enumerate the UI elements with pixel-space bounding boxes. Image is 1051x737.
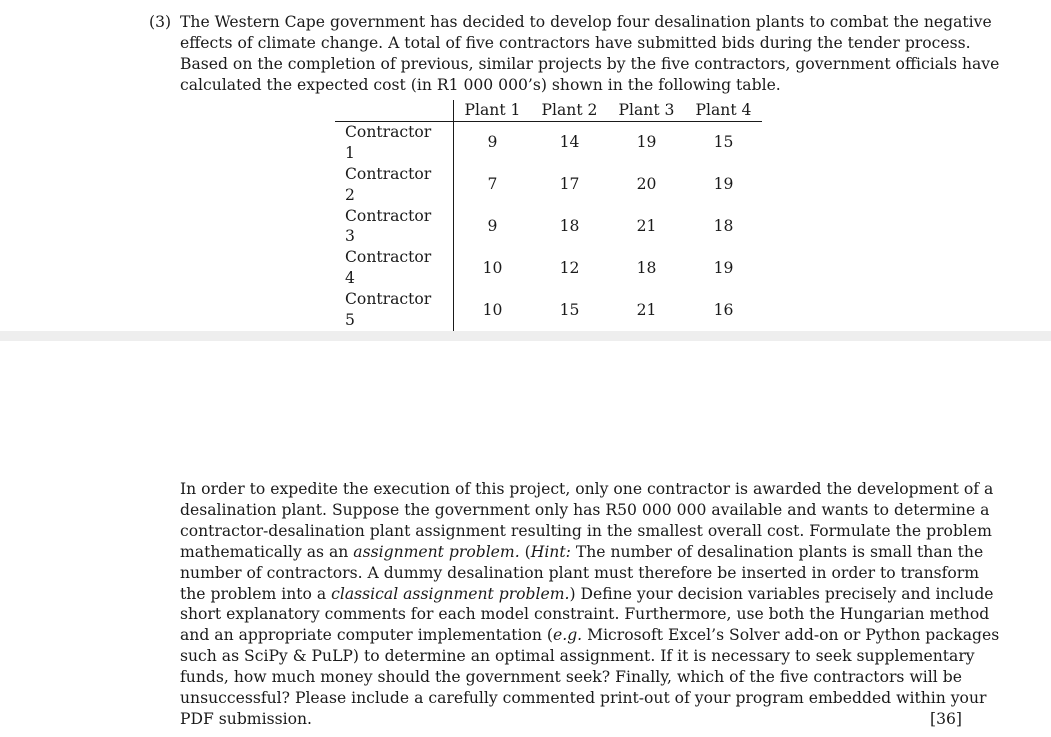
intro-line: effects of climate change. A total of five contractors have submitted bids during the tender process.	[180, 33, 971, 52]
cost-table	[335, 100, 762, 331]
intro-line: The Western Cape government has decided to develop four desalination plants to combat the negative	[180, 13, 992, 31]
column-header: Plant 2	[531, 100, 608, 121]
row-label: Contractor 2	[335, 164, 454, 206]
body-line	[180, 542, 984, 563]
intro-line: calculated the expected cost (in R1 000 000’s) shown in the following table.	[180, 75, 781, 94]
table-cell: 15	[559, 300, 580, 319]
emphasis: assignment problem.	[353, 542, 520, 561]
intro-line: Based on the completion of previous, similar projects by the five contractors, government officials have	[180, 54, 1000, 73]
row-label: Contractor 1	[335, 121, 454, 163]
page-divider	[0, 331, 1051, 341]
body-line: In order to expedite the execution of this project, only one contractor is awarded the development of a	[180, 480, 994, 498]
row-label: Contractor 3	[335, 206, 454, 248]
table-cell: 10	[482, 258, 503, 277]
body-line	[180, 584, 994, 605]
emphasis: e.g.	[553, 626, 583, 645]
column-header: Plant 1	[454, 100, 532, 121]
table-row	[335, 247, 762, 289]
text-run: ) Define your decision variables precisely and include	[569, 584, 994, 603]
table-corner	[335, 100, 454, 121]
table-cell: 12	[559, 258, 580, 277]
body-line	[180, 709, 962, 730]
column-header: Plant 3	[608, 100, 685, 121]
table-cell: 18	[636, 258, 657, 277]
question-continuation	[180, 479, 1000, 730]
body-line: contractor-desalination plant assignment resulting in the smallest overall cost. Formulate the problem	[180, 521, 992, 540]
table-cell: 10	[482, 300, 503, 319]
table-cell: 9	[487, 216, 498, 235]
table-row	[335, 121, 762, 163]
marks-label: [36]	[929, 709, 962, 728]
table-cell: 18	[559, 216, 580, 235]
table-cell: 9	[487, 133, 498, 152]
text-run: (	[519, 542, 531, 561]
table-cell: 18	[713, 216, 734, 235]
text-run: Microsoft Excel’s Solver add-on or Python packages	[582, 626, 1000, 645]
column-header: Plant 4	[685, 100, 762, 121]
table-row	[335, 289, 762, 331]
body-line: such as SciPy & PuLP) to determine an optimal assignment. If it is necessary to seek supplementary	[180, 647, 975, 666]
table-row	[335, 206, 762, 248]
table-cell: 17	[559, 175, 580, 194]
table-cell: 21	[636, 300, 657, 319]
row-label: Contractor 4	[335, 247, 454, 289]
emphasis: Hint:	[530, 542, 571, 561]
table-cell: 19	[713, 258, 734, 277]
question-number: (3)	[149, 13, 172, 31]
table-cell: 19	[636, 133, 657, 152]
text-run: PDF submission.	[180, 709, 312, 728]
body-line: funds, how much money should the government seek? Finally, which of the five contractors will be	[180, 668, 962, 687]
emphasis: classical assignment problem.	[331, 584, 570, 603]
text-run: and an appropriate computer implementation (	[180, 626, 554, 645]
table-cell: 16	[713, 300, 734, 319]
body-line: short explanatory comments for each model constraint. Furthermore, use both the Hungarian method	[180, 605, 990, 624]
text-run: The number of desalination plants is small than the	[570, 542, 984, 561]
table-cell: 14	[559, 133, 580, 152]
table-cell: 20	[636, 175, 657, 194]
table-row	[335, 164, 762, 206]
body-line	[180, 625, 1000, 646]
table-cell: 19	[713, 175, 734, 194]
table-header-row	[335, 100, 762, 121]
table-cell: 15	[713, 133, 734, 152]
body-line: desalination plant. Suppose the government only has R50 000 000 available and wants to determine a	[180, 500, 990, 519]
question-intro	[180, 12, 1000, 96]
text-run: mathematically as an	[180, 542, 354, 561]
body-line: number of contractors. A dummy desalination plant must therefore be inserted in order to transform	[180, 563, 980, 582]
text-run: the problem into a	[180, 584, 332, 603]
table-cell: 21	[636, 216, 657, 235]
body-line: unsuccessful? Please include a carefully commented print-out of your program embedded within your	[180, 689, 987, 708]
row-label: Contractor 5	[335, 289, 454, 331]
table-cell: 7	[487, 175, 498, 194]
